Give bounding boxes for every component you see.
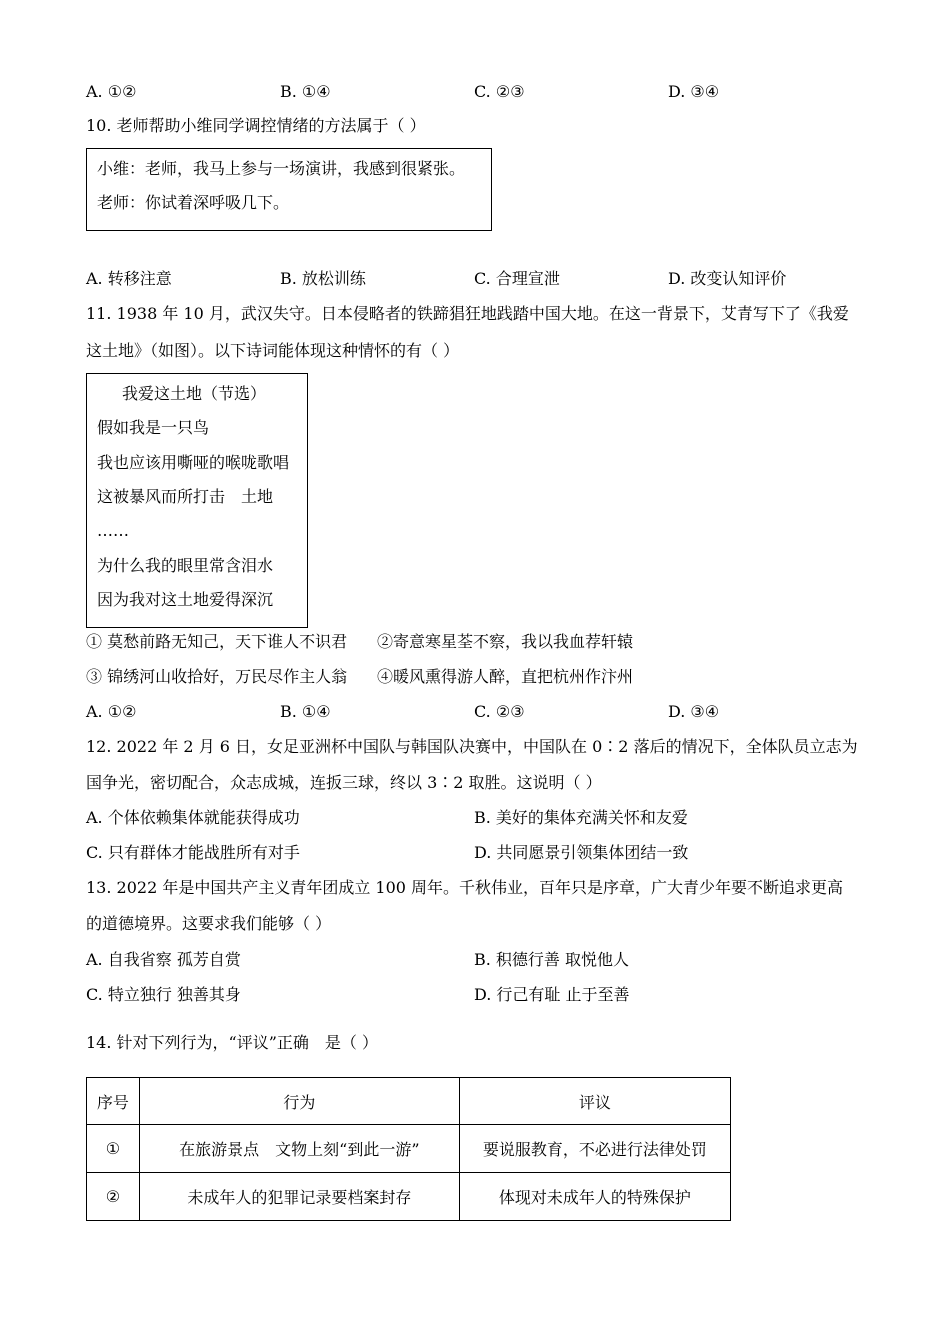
- q10-option-d: D. 改变认知评价: [668, 269, 787, 288]
- q11-stem-line-1: 11. 1938 年 10 月，武汉失守。日本侵略者的铁蹄猖狂地践踏中国大地。在这一背景下，艾青写下了《我爱: [86, 304, 849, 323]
- q14-table: [86, 1077, 731, 1221]
- q9-option-c: C. ②③: [474, 82, 525, 101]
- table-header-cell: 评议: [459, 1078, 730, 1125]
- q11-option-a: A. ①②: [86, 702, 137, 721]
- q10-option-c: C. 合理宣泄: [474, 269, 560, 288]
- q9-option-d: D. ③④: [668, 82, 720, 101]
- q9-option-a: A. ①②: [86, 82, 137, 101]
- q11-item-4: ④暖风熏得游人醉，直把杭州作汴州: [377, 667, 634, 686]
- q13-option-b: B. 积德行善 取悦他人: [474, 950, 630, 969]
- q13-stem-line-2: 的道德境界。这要求我们能够（ ）: [86, 914, 332, 933]
- q11-stem-line-2: 这土地》（如图）。以下诗词能体现这种情怀的有（ ）: [86, 341, 460, 360]
- poem-line: 我也应该用嘶哑的喉咙歌唱: [97, 453, 290, 472]
- poem-ellipsis: ……: [97, 521, 129, 540]
- poem-line: 因为我对这土地爱得深沉: [97, 590, 274, 609]
- table-cell: 要说服教育，不必进行法律处罚: [459, 1125, 730, 1173]
- q14-stem: 14. 针对下列行为，“评议”正确 是（ ）: [86, 1033, 378, 1052]
- q13-option-c: C. 特立独行 独善其身: [86, 985, 241, 1004]
- q11-poem-box: [86, 373, 308, 628]
- q10-box-line-2: 老师：你试着深呼吸几下。: [97, 193, 290, 212]
- poem-line: 假如我是一只鸟: [97, 418, 210, 437]
- q10-option-b: B. 放松训练: [280, 269, 366, 288]
- q10-option-a: A. 转移注意: [86, 269, 172, 288]
- table-cell: 体现对未成年人的特殊保护: [459, 1173, 730, 1221]
- q12-option-c: C. 只有群体才能战胜所有对手: [86, 843, 300, 862]
- table-header-row: [87, 1078, 731, 1125]
- q12-option-d: D. 共同愿景引领集体团结一致: [474, 843, 689, 862]
- poem-title: 我爱这土地（节选）: [122, 384, 267, 403]
- q11-option-c: C. ②③: [474, 702, 525, 721]
- table-cell: ①: [87, 1125, 140, 1173]
- q11-option-b: B. ①④: [280, 702, 331, 721]
- table-header-cell: 行为: [139, 1078, 459, 1125]
- q10-dialogue-box: [86, 148, 492, 231]
- q12-option-b: B. 美好的集体充满关怀和友爱: [474, 808, 688, 827]
- table-row: [87, 1173, 731, 1221]
- q12-stem-line-2: 国争光，密切配合，众志成城，连扳三球，终以 3∶2 取胜。这说明（ ）: [86, 773, 602, 792]
- q9-option-b: B. ①④: [280, 82, 331, 101]
- q13-option-a: A. 自我省察 孤芳自赏: [86, 950, 241, 969]
- q12-option-a: A. 个体依赖集体就能获得成功: [86, 808, 300, 827]
- q13-option-d: D. 行己有耻 止于至善: [474, 985, 630, 1004]
- table-row: [87, 1125, 731, 1173]
- q11-item-2: ②寄意寒星荃不察，我以我血荐轩辕: [377, 632, 634, 651]
- table-header-cell: 序号: [87, 1078, 140, 1125]
- table-cell: ②: [87, 1173, 140, 1221]
- q10-box-line-1: 小维：老师，我马上参与一场演讲，我感到很紧张。: [97, 159, 466, 178]
- q13-stem-line-1: 13. 2022 年是中国共产主义青年团成立 100 周年。千秋伟业，百年只是序章，广大青少年要不断追求更高: [86, 878, 844, 897]
- q10-stem: 10. 老师帮助小维同学调控情绪的方法属于（ ）: [86, 116, 426, 135]
- q11-item-3: ③ 锦绣河山收拾好，万民尽作主人翁: [86, 667, 348, 686]
- table-cell: 未成年人的犯罪记录要档案封存: [139, 1173, 459, 1221]
- q12-stem-line-1: 12. 2022 年 2 月 6 日，女足亚洲杯中国队与韩国队决赛中，中国队在 0∶2 落后的情况下，全体队员立志为: [86, 737, 858, 756]
- q11-item-1: ① 莫愁前路无知己，天下谁人不识君: [86, 632, 348, 651]
- poem-line: 为什么我的眼里常含泪水: [97, 556, 274, 575]
- poem-line: 这被暴风而所打击 土地: [97, 487, 274, 506]
- q11-option-d: D. ③④: [668, 702, 720, 721]
- table-cell: 在旅游景点 文物上刻“到此一游”: [139, 1125, 459, 1173]
